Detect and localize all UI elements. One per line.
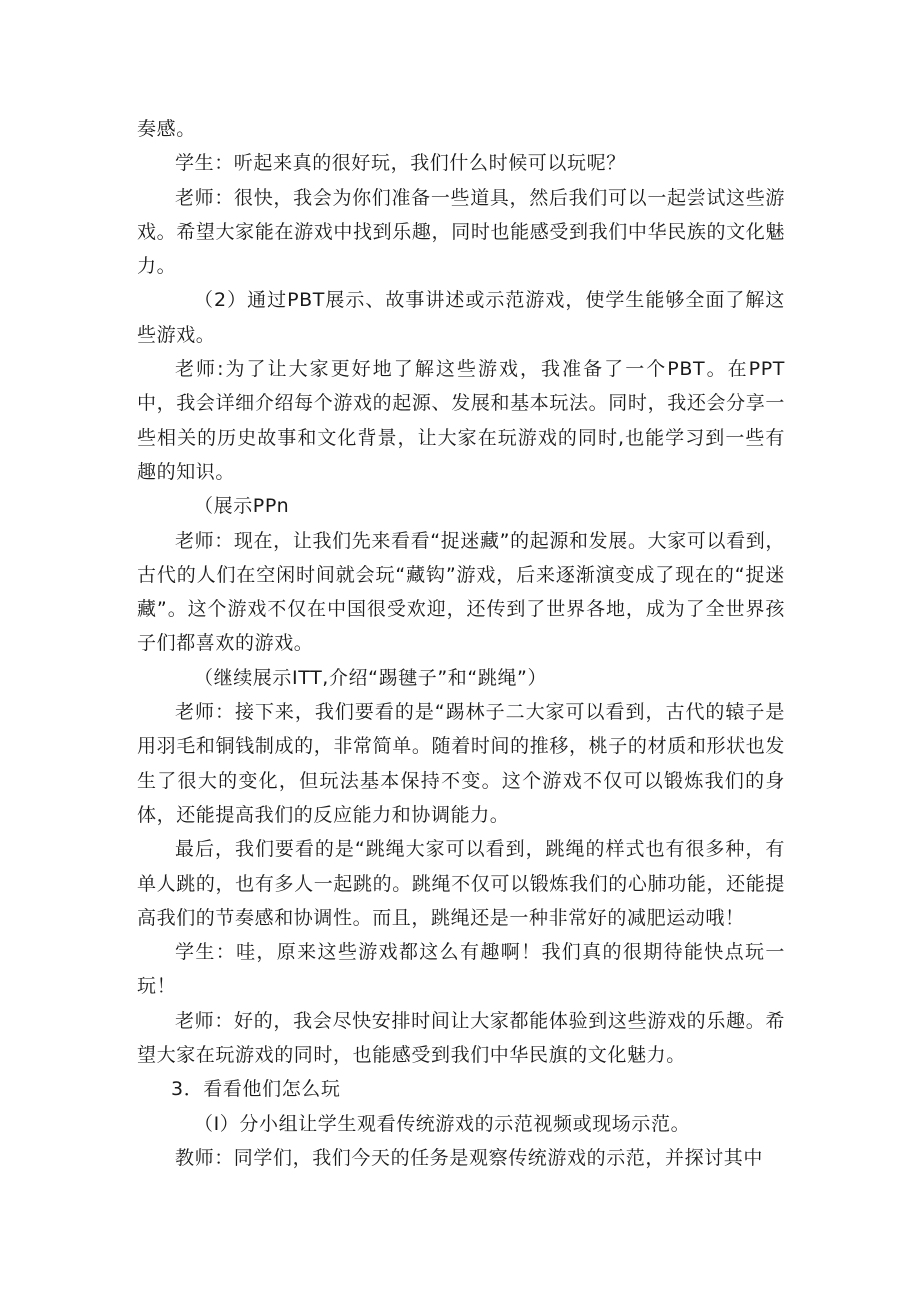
paragraph: （继续展示ITT,介绍“踢毽子”和“跳绳”） (194, 666, 548, 689)
paragraph: 老师：现在，让我们先来看看“捉迷藏”的起源和发展。大家可以看到，古代的人们在空闲时间就会玩“藏钩”游戏，后来逐渐演变成了现在的“捉迷藏”。这个游戏不仅在中国很受欢迎，还传到了世界各地，成为了全世界孩子们都喜欢的游戏。 (137, 529, 785, 655)
paragraph: 最后，我们要看的是“跳绳大家可以看到，跳绳的样式也有很多种，有单人跳的，也有多人一起跳的。跳绳不仅可以锻炼我们的心肺功能，还能提高我们的节奏感和协调性。而且，跳绳还是一种非常好的减肥运动哦！ (137, 838, 785, 929)
paragraph: （2）通过PBT展示、故事讲述或示范游戏，使学生能够全面了解这些游戏。 (137, 289, 785, 346)
paragraph: 老师：很快，我会为你们准备一些道具，然后我们可以一起尝试这些游戏。希望大家能在游戏中找到乐趣，同时也能感受到我们中华民族的文化魅力。 (137, 186, 785, 278)
paragraph: 学生：听起来真的很好玩，我们什么时候可以玩呢？ (175, 152, 626, 175)
paragraph: 教师：同学们，我们今天的任务是观察传统游戏的示范，并探讨其中 (175, 1146, 764, 1169)
paragraph: 奏感。 (137, 118, 196, 140)
paragraph: 老师：接下来，我们要看的是“踢林子二大家可以看到，古代的辕子是用羽毛和铜钱制成的，非常简单。随着时间的推移，桃子的材质和形状也发生了很大的变化，但玩法基本保持不变。这个游戏不仅可以锻炼我们的身体，还能提高我们的反应能力和协调能力。 (137, 701, 785, 826)
paragraph: 老师：好的，我会尽快安排时间让大家都能体验到这些游戏的乐趣。希望大家在玩游戏的同时，也能感受到我们中华民旗的文化魅力。 (137, 1009, 785, 1067)
paragraph: （展示PPn (194, 495, 290, 518)
document-body (137, 112, 785, 1175)
paragraph: 学生：哇，原来这些游戏都这么有趣啊！我们真的很期待能快点玩一玩！ (137, 941, 785, 998)
paragraph: 老师:为了让大家更好地了解这些游戏，我准备了一个PBT。在PPT中，我会详细介绍每个游戏的起源、发展和基本玩法。同时，我还会分享一些相关的历史故事和文化背景，让大家在玩游戏的同时,也能学习到一些有趣的知识。 (137, 358, 785, 483)
section-heading: 3．看看他们怎么玩 (171, 1078, 341, 1101)
paragraph: （I）分小组让学生观看传统游戏的示范视频或现场示范。 (194, 1112, 691, 1135)
